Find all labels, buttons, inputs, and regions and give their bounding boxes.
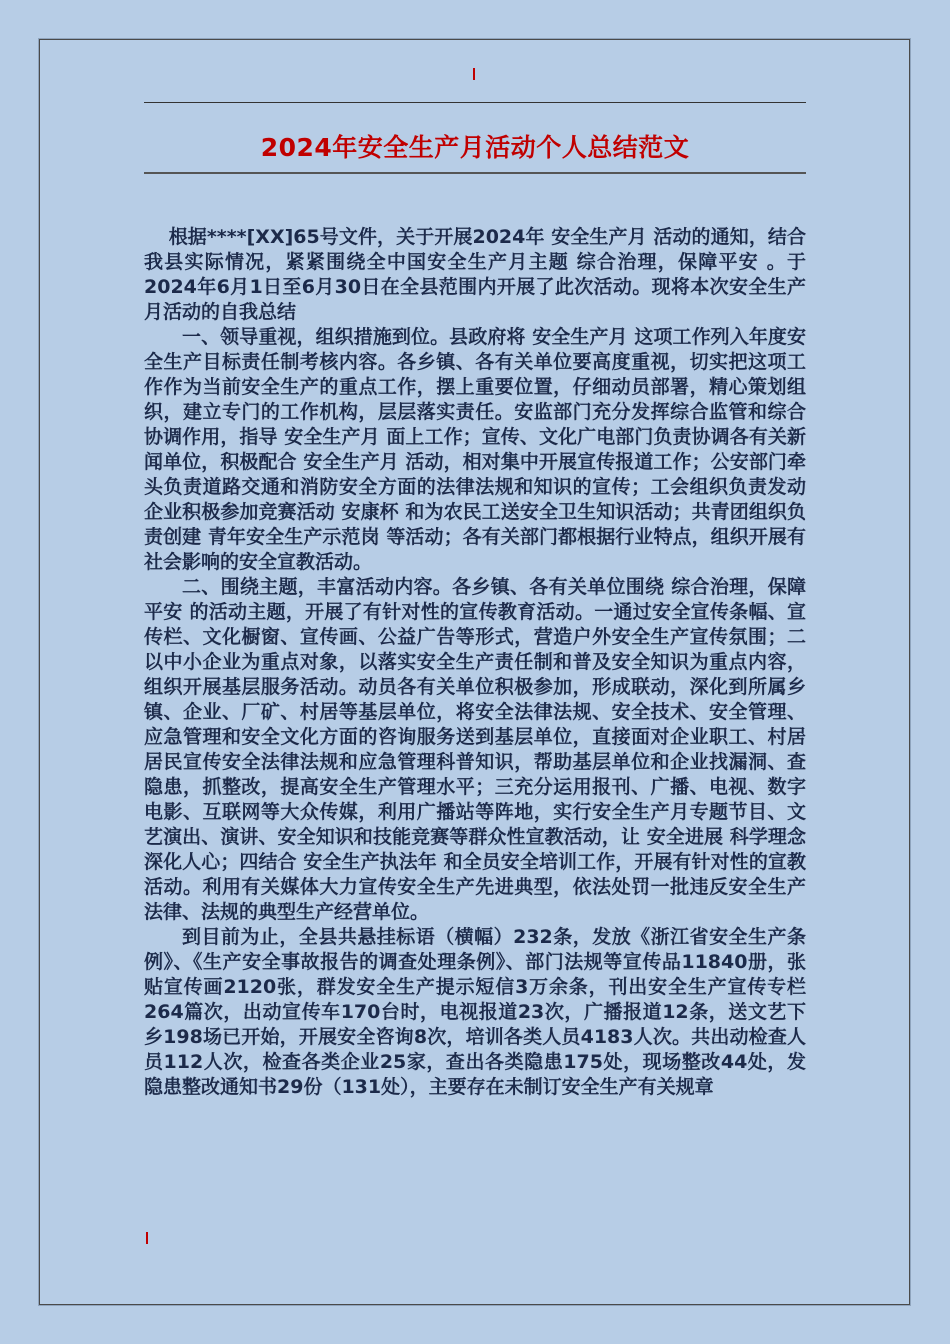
document-title: 2024年安全生产月活动个人总结范文: [260, 133, 690, 162]
document-body: [144, 225, 806, 1100]
header-marker: [473, 68, 475, 80]
footer-marker: [146, 1232, 148, 1244]
paragraph-statistics: 到目前为止，全县共悬挂标语（横幅）232条，发放《浙江省安全生产条例》、《生产安全事故报告的调查处理条例》、部门法规等宣传品11840册，张贴宣传画2120张，群发安全生产提示短信3万余条，刊出安全生产宣传专栏264篇次，出动宣传车170台时，电视报道23次，广播报道12条，送文艺下乡198场已开始，开展安全咨询8次，培训各类人员4183人次。共出动检查人员112人次，检查各类企业25家，查出各类隐患175处，现场整改44处，发隐患整改通知书29份（131处），主要存在未制订安全生产有关规章: [144, 926, 806, 1098]
header-rule: [144, 102, 806, 103]
paragraph-section-1: 一、领导重视，组织措施到位。县政府将 安全生产月 这项工作列入年度安全生产目标责任制考核内容。各乡镇、各有关单位要高度重视，切实把这项工作作为当前安全生产的重点工作，摆上重要位置，仔细动员部署，精心策划组织，建立专门的工作机构，层层落实责任。安监部门充分发挥综合监管和综合协调作用，指导 安全生产月 面上工作；宣传、文化广电部门负责协调各有关新闻单位，积极配合 安全生产月 活动，相对集中开展宣传报道工作；公安部门牵头负责道路交通和消防安全方面的法律法规和知识的宣传；工会组织负责发动企业积极参加竞赛活动 安康杯 和为农民工送安全卫生知识活动；共青团组织负责创建 青年安全生产示范岗 等活动；各有关部门都根据行业特点，组织开展有社会影响的安全宣教活动。: [144, 326, 806, 573]
title-rule: [144, 172, 806, 174]
paragraph-section-2: 二、围绕主题，丰富活动内容。各乡镇、各有关单位围绕 综合治理，保障平安 的活动主题，开展了有针对性的宣传教育活动。一通过安全宣传条幅、宣传栏、文化橱窗、宣传画、公益广告等形式，营造户外安全生产宣传氛围；二以中小企业为重点对象，以落实安全生产责任制和普及安全知识为重点内容，组织开展基层服务活动。动员各有关单位积极参加，形成联动，深化到所属乡镇、企业、厂矿、村居等基层单位，将安全法律法规、安全技术、安全管理、应急管理和安全文化方面的咨询服务送到基层单位，直接面对企业职工、村居居民宣传安全法律法规和应急管理科普知识，帮助基层单位和企业找漏洞、查隐患，抓整改，提高安全生产管理水平；三充分运用报刊、广播、电视、数字电影、互联网等大众传媒，利用广播站等阵地，实行安全生产月专题节目、文艺演出、演讲、安全知识和技能竞赛等群众性宣教活动，让 安全进展 科学理念深化人心；四结合 安全生产执法年 和全员安全培训工作，开展有针对性的宣教活动。利用有关媒体大力宣传安全生产先进典型，依法处罚一批违反安全生产法律、法规的典型生产经营单位。: [144, 576, 806, 923]
paragraph-intro: 根据****[XX]65号文件，关于开展2024年 安全生产月 活动的通知，结合我县实际情况，紧紧围绕全中国安全生产月主题 综合治理，保障平安 。于2024年6月1日至6月30日在全县范围内开展了此次活动。现将本次安全生产月活动的自我总结: [144, 226, 806, 323]
